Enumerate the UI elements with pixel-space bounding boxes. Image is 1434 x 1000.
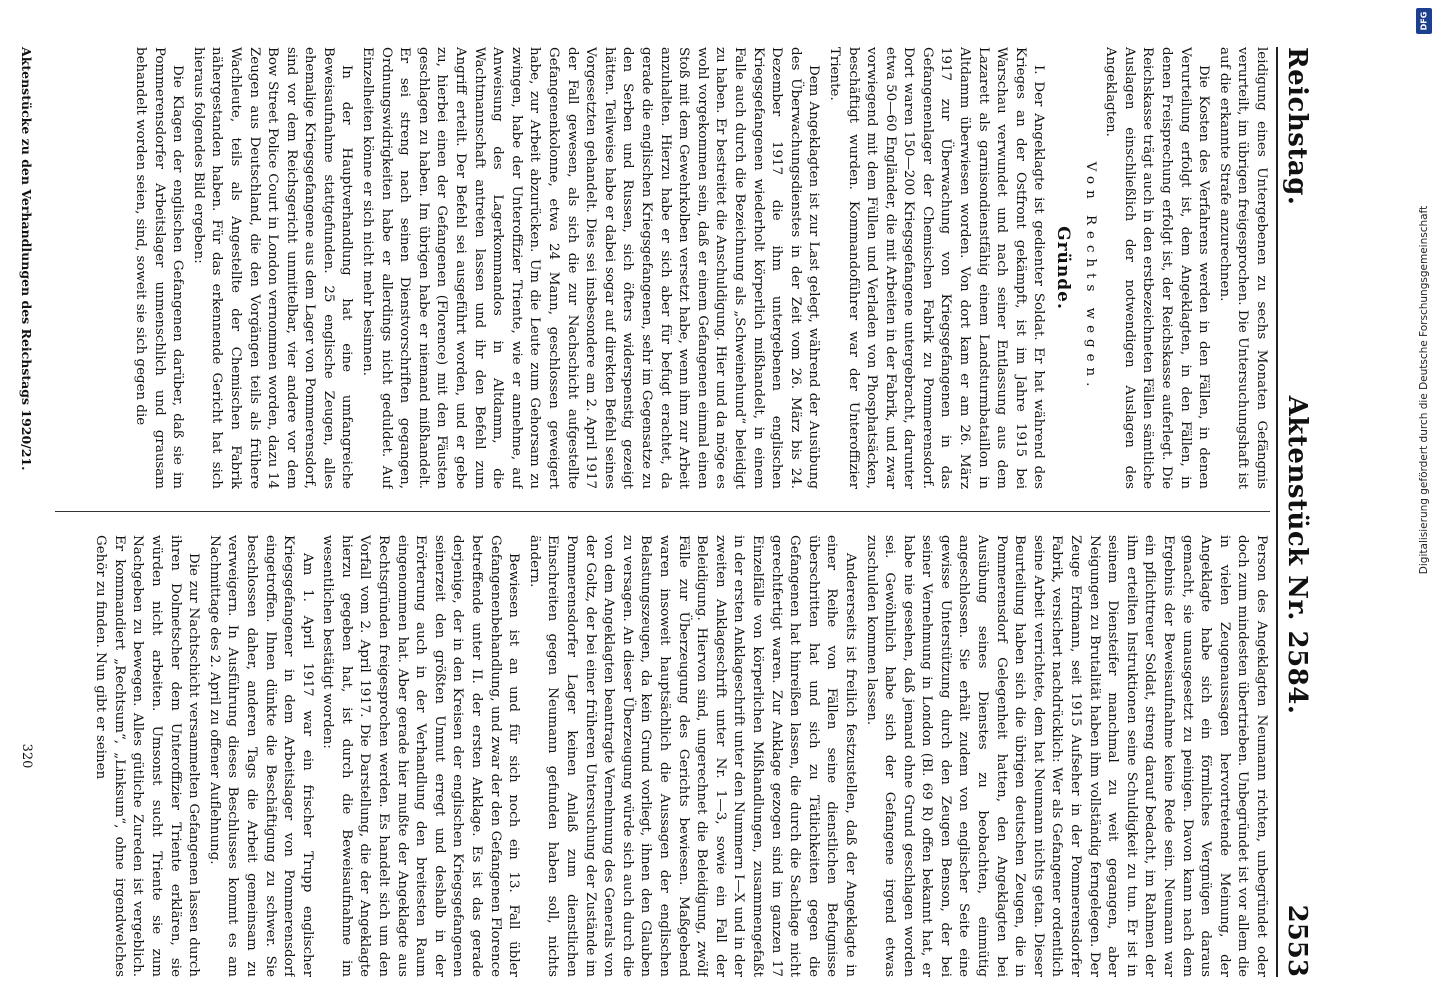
header-left: Reichstag. (1282, 47, 1312, 206)
paragraph: In der Hauptverhandlung hat eine umfangreiche Beweisaufnahme stattgefunden. 25 englische Zeugen, alles ehemalige Kriegsgefangene aus dem Lager von Pommerensdorf, sind vor dem Reichsgericht unmittelbar, vier andere vor dem Bow Street Police Court in London vernommen worden, dazu 14 Zeugen aus Deutschland, die den Vorgängen teils als frühere Wachleute, teils als Angestellte der Chemischen Fabrik nähergestanden haben. Für das erkennende Gericht hat sich hieraus folgendes Bild ergeben: (190, 47, 355, 489)
page-number: 2553 (1282, 904, 1312, 977)
section-heading: Gründe. (1053, 226, 1074, 310)
paragraph: Die zur Nachtschicht versammelten Gefangenen lassen durch ihren Dolmetscher dem Unteroffizier Triente erklären, sie würden nicht arbeiten. Umsonst sucht Triente sie zum Nachgeben zu bewegen. Alles gütliche Zureden ist vergeblich. Er kommandiert „Rechtsum“, „Linksum“, ohne irgendwelches Gehör zu finden. Nun gibt er seinen (93, 535, 202, 977)
paragraph: Am 1. April 1917 war ein frischer Trupp englischer Kriegsgefangener in dem Arbeitslager von Pommerensdorf eingetroffen. Ihnen dünkte die Beschäftigung zu schwer. Sie beschlossen daher, anderen Tags die Arbeit gemeinsam zu verweigern. In Ausführung dieses Beschlusses kommt es am Nachmittage des 2. April zu offener Auflehnung. (206, 535, 315, 977)
header-rule (1276, 47, 1278, 977)
paragraph: Dem Angeklagten ist zur Last gelegt, während der Ausübung des Überwachungsdienstes in der Zeit vom 26. März bis 24. Dezember 1917 die ihm untergebenen englischen Kriegsgefangenen wiederholt körperlich mißhandelt, in einem Falle auch durch die Bezeichnung als „Schweinehund“ beleidigt zu haben. Er bestreitet die Anschuldigung. Hier und da möge es wohl vorgekommen sein, daß er einem Gefangenen einmal einen Stoß mit dem Gewehrkolben versetzt habe, wenn ihm zur Arbeit anzuhalten. Hierzu habe er sich aber für befugt erachtet, da gerade die englischen Kriegsgefangenen, sehr im Gegensatze zu den Serben und Russen, sich öfters widerspenstig gezeigt hätten. Teilweise habe er dabei sogar auf direkten Befehl seines Vorgesetzten gehandelt. Dies sei insbesondere am 2. April 1917 der Fall gewesen, als sich die zur Nachschicht aufgestellte Gefangenenkolonne, etwa 24 Mann, geschlossen geweigert habe, zur Arbeit abzurücken. Um die Leute zum Gehorsam zu zwingen, habe der Unteroffizier Triente, wie er annehme, auf Anweisung des Lagerkommandos in Altdamm, die Wachtmannschaft antreten lassen und ihr den Befehl zum Angriff erteilt. Der Befehl sei ausgeführt worden, und er gebe zu, hierbei einen der Gefangenen (Florence) mit den Fäusten geschlagen zu haben. Im übrigen habe er niemand mißhandelt. Er sei streng nach seinen Dienstvorschriften gegangen, Ordnungswidrigkeiten habe er allerdings nicht geduldet. Auf Einzelheiten könne er sich nicht mehr besinnen. (360, 47, 822, 489)
footer-note: Aktenstücke zu den Verhandlungen des Reichstags 1920/21. (19, 47, 34, 471)
paragraph: I. Der Angeklagte ist gedienter Soldat. Er hat während des Krieges an der Ostfront gekämpft, ist im Jahre 1915 bei Warschau verwundet und nach seiner Entlassung aus dem Lazarett als garnisondienstfähig einem Landsturmbataillon in Altdamm überwiesen worden. Von dort kam er am 26. März 1917 zur Überwachung von Kriegsgefangenen in das Gefangenenlager der Chemischen Fabrik zu Pommerensdorf. Dort waren 150—200 Kriegsgefangene untergebracht, darunter etwa 50—60 Engländer, die mit Arbeiten in der Fabrik, und zwar vorwiegend mit dem Füllen und Verladen von Phosphatsäcken, beschäftigt wurden. Kommandoführer war der Unteroffizier Triente. (826, 47, 1047, 489)
left-column (40, 47, 1270, 489)
paragraph: Person des Angeklagten Neumann richten, unbegründet oder doch zum mindesten übertrieben. Unbegründet ist vor allem die in vielen Zeugenaussagen hervortretende Meinung, der Angeklagte habe sich ein förmliches Vergnügen daraus gemacht, sie unausgesetzt zu peinigen. Davon kann nach dem Ergebnis der Beweisaufnahme keine Rede sein. Neumann war ein pflichttreuer Soldat, streng darauf bedacht, im Rahmen der ihm erteilten Instruktionen seine Schuldigkeit zu tun. Er ist in seinem Diensteifer manchmal zu weit gegangen, aber Neigungen zu Brutalität haben ihm vollständig ferngelegen. Der Zeuge Erdmann, seit 1915 Aufseher in der Pommerensdorfer Fabrik, versichert nachdrücklich: Wer als Gefangener ordentlich seine Arbeit verrichtete, dem hat Neumann nichts getan. Dieser Beurteilung haben sich die übrigen deutschen Zeugen, die in Pommerensdorf Gelegenheit hatten, den Angeklagten bei Ausübung seines Dienstes zu beobachten, einmütig angeschlossen. Sie erhält zudem von englischer Seite eine gewisse Unterstützung durch den Zeugen Benson, der bei seiner Vernehmung in London (Bl. 69 R) offen bekannt hat, er habe nie gesehen, daß jemand ohne Grund geschlagen worden sei. Gewöhnlich habe sich der Gefangene irgend etwas zuschulden kommen lassen. (863, 535, 1269, 977)
paragraph: Die Kosten des Verfahrens werden in den Fällen, in denen Verurteilung erfolgt ist, dem Angeklagten, in den Fällen, in denen Freisprechung erfolgt ist, der Reichskasse auferlegt. Die Reichskasse trägt auch in den erstbezeichneten Fällen sämtliche Auslagen einschließlich der notwendigen Auslagen des Angeklagten. (1103, 47, 1212, 489)
verdict-formula: Von Rechts wegen. (1082, 161, 1098, 393)
paragraph: Bewiesen ist an und für sich noch ein 13. Fall übler Gefangenenbehandlung, und zwar der den Gefangenen Florence betreffende unter II. der ersten Anklage. Es ist das gerade derjenige, der in den Kreisen der englischen Kriegsgefangenen seinerzeit den größten Unmut erregt und deshalb in der Erörterung auch in der Verhandlung den breitesten Raum eingenommen hat. Aber gerade hier mußte der Angeklagte aus Rechtsgründen freigesprochen werden. Es handelt sich um den Vorfall vom 2. April 1917. Die Darstellung, die der Angeklagte hierzu gegeben hat, ist durch die Beweisaufnahme im wesentlichen bestätigt worden: (320, 535, 522, 977)
rotated-document-page (0, 47, 1322, 977)
digitization-text: Digitalisierung gefördert durch die Deutsche Forschungsgemeinschaft (1418, 205, 1430, 575)
dfg-logo-text: DFG (1419, 11, 1429, 31)
signature-number: 320 (19, 743, 34, 769)
paragraph: Andererseits ist freilich festzustellen, daß der Angeklagte in einer Reihe von Fällen seine dienstlichen Befugnisse überschritten hat und sich zu Tätlichkeiten gegen die Gefangenen hat hinreißen lassen, die durch die Sachlage nicht gerechtfertigt waren. Zur Anklage gezogen sind im ganzen 17 Einzelfälle von körperlichen Mißhandlungen, zusammengefaßt in der ersten Anklageschrift unter den Nummern I—X und in der zweiten Anklageschrift unter Nr. 1—3, sowie ein Fall der Beleidigung. Hiervon sind, ungerechnet die Beleidigung, zwölf Fälle zur Überzeugung des Gerichts bewiesen. Maßgebend waren insoweit hauptsächlich die Aussagen der englischen Belastungszeugen, da kein Grund vorliegt, ihnen den Glauben zu versagen. An dieser Überzeugung würde sich auch durch die von dem Angeklagten beantragte Vernehmung des Generals von der Goltz, der bei einer früheren Untersuchung der Zustände im Pommerensdorfer Lager keinen Anlaß zum dienstlichen Einschreiten gegen Neumann gefunden haben soll, nichts ändern. (526, 535, 858, 977)
page-header (1282, 47, 1322, 977)
digitization-note (1413, 10, 1434, 770)
right-column (40, 535, 1270, 977)
paragraph: leidigung eines Untergebenen zu sechs Monaten Gefängnis verurteilt, im übrigen freigesprochen. Die Untersuchungshaft ist auf die erkannte Strafe anzurechnen. (1216, 47, 1269, 489)
header-title: Aktenstück Nr. 2584. (1282, 395, 1312, 715)
column-divider (55, 511, 1270, 512)
paragraph: Die Klagen der englischen Gefangenen darüber, daß sie im Pommerensdorfer Arbeitslager unmenschlich und grausam behandelt worden seien, sind, soweit sie sich gegen die (132, 47, 186, 489)
